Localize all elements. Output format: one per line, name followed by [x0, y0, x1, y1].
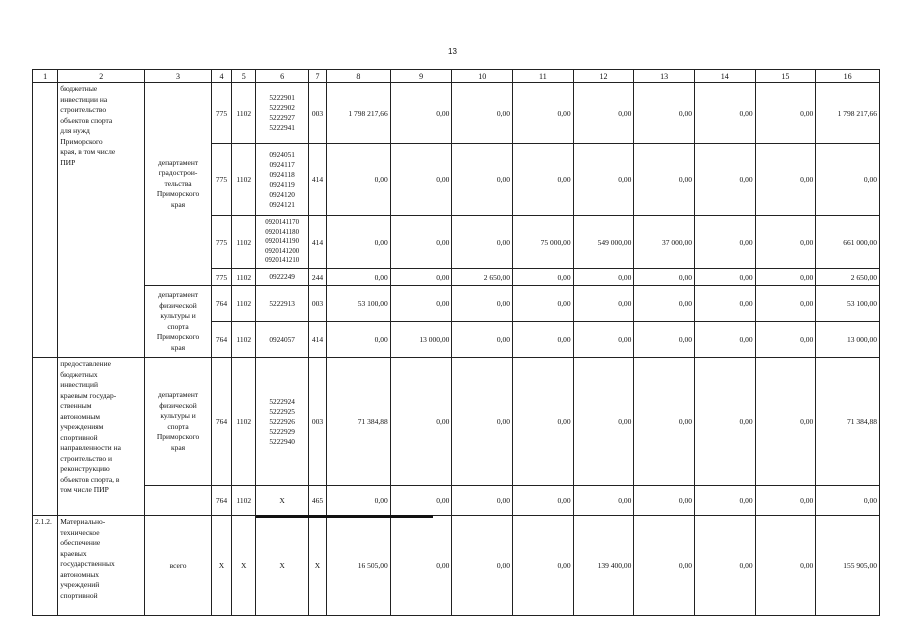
amount-cell: 0,00	[573, 358, 634, 486]
column-header-row	[33, 70, 880, 83]
target-code: 0924057	[256, 322, 309, 358]
total-cell: 13 000,00	[816, 322, 880, 358]
total-cell: 0,00	[816, 144, 880, 216]
target-code: X	[256, 486, 309, 516]
amount-cell: 0,00	[513, 83, 574, 144]
expense-type-code: 414	[308, 144, 326, 216]
budget-table	[32, 69, 880, 616]
col-header: 11	[513, 70, 574, 83]
col-header: 6	[256, 70, 309, 83]
target-code: X	[256, 516, 309, 616]
col-header: 1	[33, 70, 58, 83]
amount-cell: 0,00	[694, 286, 755, 322]
amount-cell: 0,00	[573, 322, 634, 358]
amount-cell: 0,00	[694, 358, 755, 486]
row-number-cell: 2.1.2.	[33, 516, 58, 616]
item-description: предоставление бюджетных инвестиций краевым государ- ственным автономным учреждениям спортивной направленности на строительство и реконструкцию объектов спорта, в том числе ПИР	[58, 358, 145, 516]
target-code: 0924051 0924117 0924118 0924119 0924120 0924121	[256, 144, 309, 216]
expense-type-code: 003	[308, 358, 326, 486]
ministry-code: X	[211, 516, 231, 616]
section-code: 1102	[232, 486, 256, 516]
amount-cell: 0,00	[755, 144, 816, 216]
amount-cell: 16 505,00	[327, 516, 391, 616]
amount-cell: 0,00	[390, 358, 452, 486]
col-header: 4	[211, 70, 231, 83]
col-header: 12	[573, 70, 634, 83]
amount-cell: 0,00	[390, 83, 452, 144]
amount-cell: 0,00	[327, 269, 391, 286]
total-cell: 53 100,00	[816, 286, 880, 322]
amount-cell: 0,00	[513, 286, 574, 322]
expense-type-code: 244	[308, 269, 326, 286]
ministry-code: 764	[211, 486, 231, 516]
amount-cell: 0,00	[390, 216, 452, 269]
col-header: 9	[390, 70, 452, 83]
amount-cell: 0,00	[513, 516, 574, 616]
section-code: 1102	[232, 269, 256, 286]
table-row	[33, 486, 880, 516]
amount-cell: 0,00	[513, 358, 574, 486]
amount-cell: 139 400,00	[573, 516, 634, 616]
amount-cell: 0,00	[452, 83, 513, 144]
amount-cell: 75 000,00	[513, 216, 574, 269]
amount-cell: 0,00	[513, 144, 574, 216]
target-code: 0922249	[256, 269, 309, 286]
amount-cell: 0,00	[390, 286, 452, 322]
row-number-cell	[33, 358, 58, 516]
table-row	[33, 358, 880, 486]
page-number: 13	[448, 47, 457, 56]
col-header: 2	[58, 70, 145, 83]
total-cell: 71 384,88	[816, 358, 880, 486]
table-row	[33, 83, 880, 144]
empty-cell	[145, 486, 212, 516]
section-code: 1102	[232, 83, 256, 144]
col-header: 15	[755, 70, 816, 83]
amount-cell: 0,00	[634, 358, 695, 486]
department-cell: всего	[145, 516, 212, 616]
amount-cell: 0,00	[452, 486, 513, 516]
section-code: 1102	[232, 144, 256, 216]
expense-type-code: 003	[308, 83, 326, 144]
amount-cell: 0,00	[634, 286, 695, 322]
ministry-code: 775	[211, 83, 231, 144]
amount-cell: 0,00	[390, 144, 452, 216]
amount-cell: 0,00	[327, 216, 391, 269]
amount-cell: 0,00	[634, 269, 695, 286]
amount-cell: 71 384,88	[327, 358, 391, 486]
amount-cell: 0,00	[452, 144, 513, 216]
ministry-code: 775	[211, 144, 231, 216]
section-code: 1102	[232, 286, 256, 322]
col-header: 3	[145, 70, 212, 83]
amount-cell: 0,00	[452, 322, 513, 358]
col-header: 13	[634, 70, 695, 83]
amount-cell: 0,00	[513, 269, 574, 286]
amount-cell: 0,00	[634, 516, 695, 616]
amount-cell: 549 000,00	[573, 216, 634, 269]
amount-cell: 0,00	[694, 269, 755, 286]
amount-cell: 0,00	[452, 286, 513, 322]
amount-cell: 0,00	[452, 358, 513, 486]
expense-type-code: X	[308, 516, 326, 616]
total-cell: 2 650,00	[816, 269, 880, 286]
ministry-code: 764	[211, 286, 231, 322]
section-code: 1102	[232, 358, 256, 486]
col-header: 8	[327, 70, 391, 83]
amount-cell: 1 798 217,66	[327, 83, 391, 144]
amount-cell: 2 650,00	[452, 269, 513, 286]
amount-cell: 0,00	[327, 144, 391, 216]
amount-cell: 0,00	[694, 216, 755, 269]
expense-type-code: 414	[308, 216, 326, 269]
target-code: 5222913	[256, 286, 309, 322]
amount-cell: 53 100,00	[327, 286, 391, 322]
amount-cell: 0,00	[755, 269, 816, 286]
amount-cell: 0,00	[573, 486, 634, 516]
amount-cell: 0,00	[573, 144, 634, 216]
amount-cell: 0,00	[755, 286, 816, 322]
expense-type-code: 414	[308, 322, 326, 358]
amount-cell: 0,00	[755, 216, 816, 269]
amount-cell: 0,00	[694, 486, 755, 516]
target-code: 0920141170 0920141180 0920141190 0920141200 0920141210	[256, 216, 309, 269]
ministry-code: 764	[211, 358, 231, 486]
amount-cell: 0,00	[634, 144, 695, 216]
ministry-code: 775	[211, 216, 231, 269]
section-code: 1102	[232, 216, 256, 269]
amount-cell: 0,00	[573, 83, 634, 144]
ministry-code: 764	[211, 322, 231, 358]
target-code: 5222901 5222902 5222927 5222941	[256, 83, 309, 144]
amount-cell: 13 000,00	[390, 322, 452, 358]
amount-cell: 0,00	[755, 83, 816, 144]
amount-cell: 0,00	[573, 286, 634, 322]
amount-cell: 0,00	[755, 486, 816, 516]
total-cell: 1 798 217,66	[816, 83, 880, 144]
total-cell: 0,00	[816, 486, 880, 516]
table-row	[33, 516, 880, 616]
col-header: 5	[232, 70, 256, 83]
amount-cell: 0,00	[327, 486, 391, 516]
section-code: X	[232, 516, 256, 616]
amount-cell: 0,00	[452, 516, 513, 616]
amount-cell: 0,00	[634, 486, 695, 516]
item-description: Материально- техническое обеспечение краевых государственных автономных учреждений спортивной	[58, 516, 145, 616]
amount-cell: 0,00	[755, 516, 816, 616]
col-header: 7	[308, 70, 326, 83]
amount-cell: 0,00	[390, 516, 452, 616]
amount-cell: 0,00	[694, 83, 755, 144]
amount-cell: 0,00	[634, 322, 695, 358]
expense-type-code: 465	[308, 486, 326, 516]
amount-cell: 0,00	[327, 322, 391, 358]
expense-type-code: 003	[308, 286, 326, 322]
ministry-code: 775	[211, 269, 231, 286]
item-description: бюджетные инвестиции на строительство объектов спорта для нужд Приморского края, в том числе ПИР	[58, 83, 145, 358]
amount-cell: 0,00	[513, 322, 574, 358]
scan-line-mark	[256, 515, 433, 518]
amount-cell: 0,00	[694, 516, 755, 616]
amount-cell: 0,00	[755, 358, 816, 486]
col-header: 14	[694, 70, 755, 83]
total-cell: 155 905,00	[816, 516, 880, 616]
department-cell: департамент градострои- тельства Приморского края	[145, 83, 212, 286]
total-cell: 661 000,00	[816, 216, 880, 269]
amount-cell: 0,00	[694, 144, 755, 216]
department-cell: департамент физической культуры и спорта Приморского края	[145, 286, 212, 358]
amount-cell: 37 000,00	[634, 216, 695, 269]
department-cell: департамент физической культуры и спорта Приморского края	[145, 358, 212, 486]
amount-cell: 0,00	[390, 486, 452, 516]
amount-cell: 0,00	[513, 486, 574, 516]
section-code: 1102	[232, 322, 256, 358]
table-row	[33, 286, 880, 322]
amount-cell: 0,00	[452, 216, 513, 269]
col-header: 10	[452, 70, 513, 83]
amount-cell: 0,00	[573, 269, 634, 286]
amount-cell: 0,00	[390, 269, 452, 286]
amount-cell: 0,00	[694, 322, 755, 358]
col-header: 16	[816, 70, 880, 83]
amount-cell: 0,00	[755, 322, 816, 358]
target-code: 5222924 5222925 5222926 5222929 5222940	[256, 358, 309, 486]
amount-cell: 0,00	[634, 83, 695, 144]
row-number-cell	[33, 83, 58, 358]
